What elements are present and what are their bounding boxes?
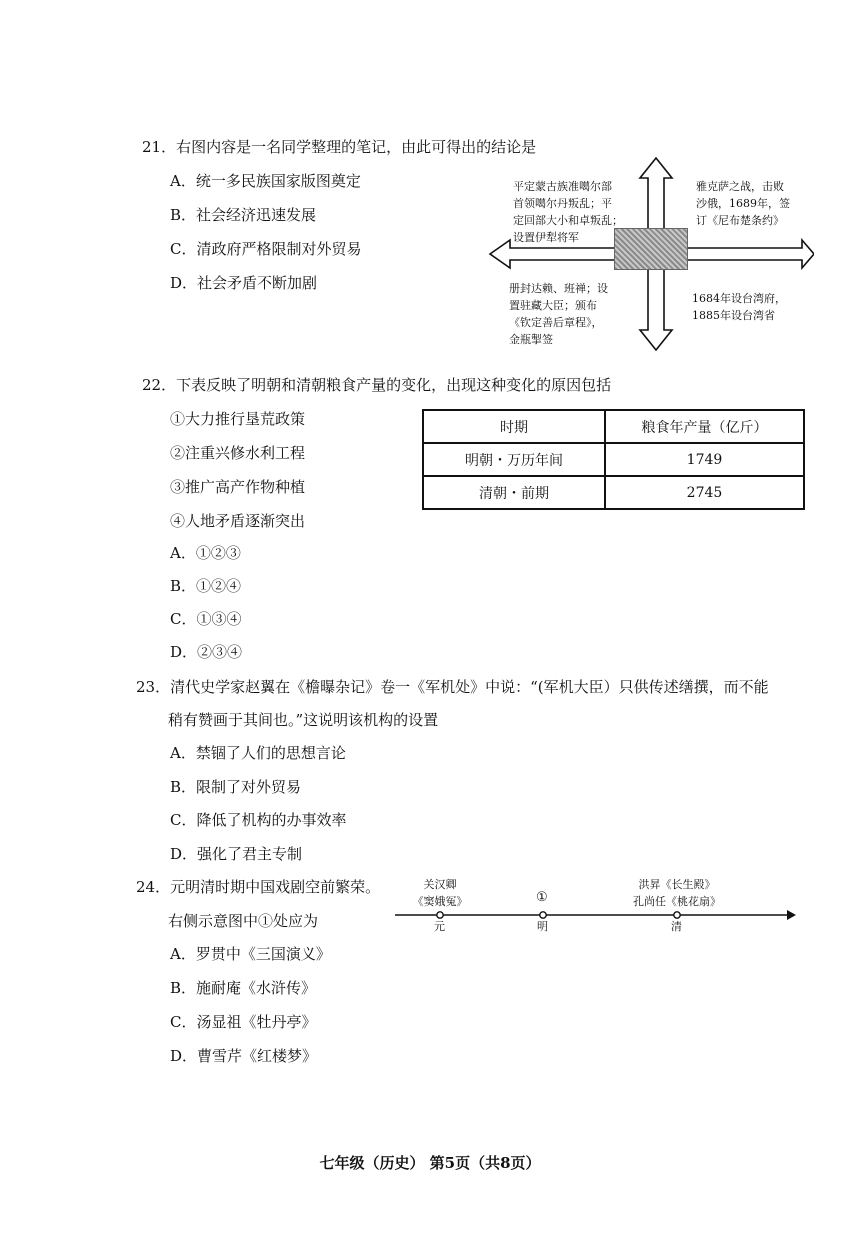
q23-option-b: B．限制了对外贸易 — [170, 778, 302, 796]
q24-era-qing: 清 — [671, 920, 682, 933]
table-header-output: 粮食年产量（亿斤） — [605, 410, 804, 443]
q22-item-4: ④人地矛盾逐渐突出 — [170, 512, 306, 530]
q22-item-3: ③推广高产作物种植 — [170, 478, 306, 496]
table-cell-period: 清朝・前期 — [423, 476, 605, 509]
q21-note-bottom-right: 1684年设台湾府， 1885年设台湾省 — [692, 292, 786, 322]
q23-option-a: A．禁锢了人们的思想言论 — [170, 744, 346, 762]
table-cell-output: 1749 — [605, 443, 804, 476]
q21-option-a: A．统一多民族国家版图奠定 — [170, 172, 361, 190]
q24-option-c: C．汤显祖《牡丹亭》 — [170, 1013, 317, 1031]
q24-era-ming: 明 — [537, 920, 548, 933]
q24-era-yuan: 元 — [434, 920, 445, 933]
q24-option-d: D．曹雪芹《红楼梦》 — [170, 1047, 318, 1065]
q24-stem-line2: 右侧示意图中①处应为 — [168, 912, 319, 930]
page-footer: 七年级（历史） 第5页（共8页） — [319, 1154, 541, 1172]
q21-option-d: D．社会矛盾不断加剧 — [170, 274, 318, 292]
q23-stem-line1: 23．清代史学家赵翼在《檐曝杂记》卷一《军机处》中说：“(军机大臣）只供传述缮撰，而不能 — [136, 678, 769, 696]
q22-option-d: D．②③④ — [170, 643, 243, 661]
table-cell-period: 明朝・万历年间 — [423, 443, 605, 476]
table-row — [423, 476, 804, 509]
table-header-row — [423, 410, 804, 443]
q21-note-top-left: 平定蒙古族准噶尔部 首领噶尔丹叛乱；平 定回部大小和卓叛乱； 设置伊犁将军 — [513, 180, 623, 244]
q24-yuan-work-label: 关汉卿 《窦娥冤》 — [412, 878, 468, 908]
q22-option-a: A．①②③ — [170, 544, 241, 562]
q22-option-b: B．①②④ — [170, 577, 242, 595]
q21-stem: 21．右图内容是一名同学整理的笔记，由此可得出的结论是 — [142, 138, 537, 156]
q24-ming-blank-label: ① — [536, 890, 548, 905]
table-row — [423, 443, 804, 476]
q22-item-1: ①大力推行垦荒政策 — [170, 410, 306, 428]
q24-stem-line1: 24．元明清时期中国戏剧空前繁荣。 — [136, 878, 381, 896]
q21-option-c: C．清政府严格限制对外贸易 — [170, 240, 362, 258]
q21-note-bottom-left: 册封达赖、班禅；设 置驻藏大臣；颁布 《钦定善后章程》， 金瓶掣签 — [509, 282, 608, 346]
q24-qing-work-label: 洪昇《长生殿》 孔尚任《桃花扇》 — [633, 878, 721, 908]
q22-item-2: ②注重兴修水利工程 — [170, 444, 306, 462]
q21-option-b: B．社会经济迅速发展 — [170, 206, 317, 224]
q24-option-a: A．罗贯中《三国演义》 — [170, 945, 331, 963]
q23-option-d: D．强化了君主专制 — [170, 845, 303, 863]
q22-option-c: C．①③④ — [170, 610, 242, 628]
q21-center-box — [614, 228, 688, 270]
q23-option-c: C．降低了机构的办事效率 — [170, 811, 347, 829]
q22-grain-table — [422, 409, 805, 510]
q23-stem-line2: 稍有赞画于其间也。”这说明该机构的设置 — [168, 711, 439, 729]
q24-option-b: B．施耐庵《水浒传》 — [170, 979, 317, 997]
table-header-period: 时期 — [423, 410, 605, 443]
q21-note-top-right: 雅克萨之战，击败 沙俄，1689年，签 订《尼布楚条约》 — [696, 180, 790, 227]
table-cell-output: 2745 — [605, 476, 804, 509]
q22-stem: 22．下表反映了明朝和清朝粮食产量的变化，出现这种变化的原因包括 — [142, 376, 612, 394]
